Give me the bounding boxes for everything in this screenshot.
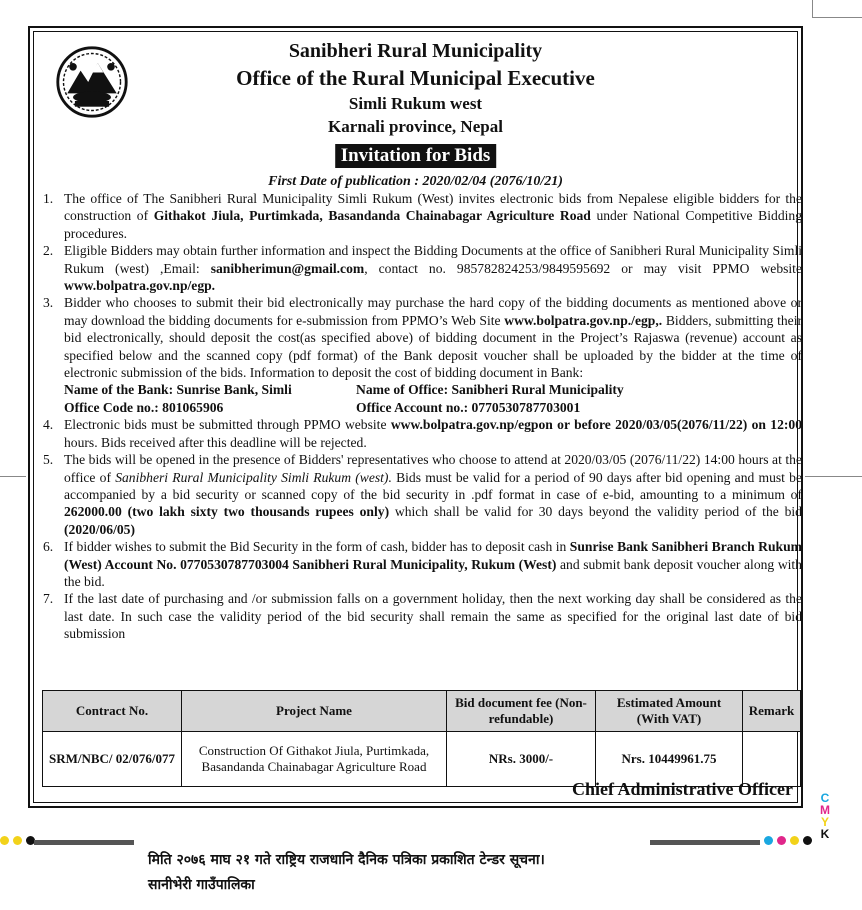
cell-project-name: Construction Of Githakot Jiula, Purtimkada, Basandanda Chainabagar Agriculture Road (182, 732, 447, 787)
item-bold-text: Githakot Jiula, Purtimkada, Basandanda Chainabagar Agriculture Road (153, 208, 591, 224)
validity-date: (2020/06/05) (64, 521, 135, 537)
cmyk-c: C (820, 791, 830, 805)
item-number: 1. (43, 191, 54, 206)
notice-inner-border (33, 31, 802, 803)
notice-item-7 (37, 590, 802, 642)
office-account: Office Account no.: 0770530787703001 (356, 399, 581, 415)
website-link: www.bolpatra.gov.np./egp,. (504, 312, 663, 328)
item-text: hours. Bids received after this deadline will be rejected. (64, 434, 367, 450)
footer-note-line1: मिति २०७६ माघ २१ गते राष्ट्रिय राजधानि दैनिक पत्रिका प्रकाशित टेन्डर सूचना। (148, 852, 545, 868)
item-text: Bidders, submitting their bid electronically, should deposit the cost(as specified above) of bidding document in the Project’s Rajaswa (revenue) account as specified below and the scanned copy (pdf format) of the Bank deposit voucher shall be uploaded by the bidder at the time of electronic submission of the bids. Information to deposit the cost of bidding document in Bank: (64, 312, 802, 381)
notice-item-3 (37, 294, 802, 416)
province-line: Karnali province, Nepal (328, 117, 503, 136)
item-text: which shall be valid for 30 days beyond the validity period of the bid (389, 504, 802, 520)
notice-item-6 (37, 538, 802, 590)
cmyk-k: K (820, 827, 830, 841)
cell-bid-fee: NRs. 3000/- (447, 732, 596, 787)
black-dot (803, 836, 812, 845)
color-dots-left (0, 836, 35, 845)
website-link: www.bolpatra.gov.np/egp. (64, 278, 216, 294)
header-contract-no: Contract No. (43, 691, 182, 732)
notice-item-1 (37, 190, 802, 242)
magenta-dot (777, 836, 786, 845)
header-estimated-amount: Estimated Amount (With VAT) (596, 691, 743, 732)
office-name: Office of the Rural Municipal Executive (236, 66, 595, 90)
item-text: and submit bank deposit voucher along with the bid. (64, 556, 802, 589)
bid-notice (28, 26, 803, 808)
bank-account-text: Sunrise Bank Sanibheri Branch Rukum (West) Account No. 0770530787703004 Sanibheri Rural Municipality, Rukum (West) (64, 539, 802, 572)
office-italic: Sanibheri Rural Municipality Simli Rukum (west). (115, 469, 392, 485)
crop-mark-left (0, 476, 26, 477)
notice-item-4 (37, 416, 802, 451)
footer-rule-left (34, 840, 134, 845)
item-text: If bidder wishes to submit the Bid Security in the form of cash, bidder has to deposit cash in (64, 539, 570, 555)
yellow-dot (13, 836, 22, 845)
publication-date: First Date of publication : 2020/02/04 (2076/10/21) (268, 174, 563, 189)
item-number: 6. (43, 539, 54, 555)
notice-item-2 (37, 242, 802, 294)
bid-table (42, 690, 801, 787)
crop-mark-top (812, 0, 813, 18)
cmyk-m: M (820, 803, 830, 817)
email-address: sanibherimun@gmail.com (210, 260, 365, 276)
notice-title-banner: Invitation for Bids (335, 144, 497, 168)
item-number: 3. (43, 295, 54, 311)
cmyk-y: Y (820, 815, 829, 829)
item-text: , contact no. 985782824253/9849595692 or may visit PPMO website (364, 260, 802, 276)
table-header-row (43, 691, 801, 732)
bank-info-row (64, 381, 802, 398)
item-text: Electronic bids must be submitted through PPMO website (64, 417, 391, 433)
deadline-text: www.bolpatra.gov.np/egpon or before 2020/03/05(2076/11/22) on 12:00 (390, 417, 802, 433)
crop-mark-right (805, 476, 862, 477)
item-number: 2. (43, 243, 54, 259)
cyan-dot (764, 836, 773, 845)
yellow-dot (0, 836, 9, 845)
item-text: Bids must be valid for a period of 90 days after bid opening and must be accompanied by a bid security or scanned copy of the bid security in .pdf format in case of e-bid, amounting to a minimum of (64, 469, 802, 502)
notice-items (37, 190, 802, 643)
item-text: under National Competitive Bidding procedures. (64, 208, 802, 241)
footer-note-line2: सानीभेरी गाउँपालिका (148, 877, 255, 893)
color-dots-right (764, 836, 812, 845)
office-code: Office Code no.: 801065906 (64, 399, 224, 415)
location-line: Simli Rukum west (348, 94, 483, 113)
item-number: 5. (43, 452, 54, 468)
item-number: 7. (43, 591, 54, 607)
yellow-dot (790, 836, 799, 845)
municipality-name: Sanibheri Rural Municipality (288, 40, 543, 62)
cmyk-marks (820, 792, 830, 840)
bank-name: Name of the Bank: Sunrise Bank, Simli (64, 382, 292, 398)
item-text: Bidder who chooses to submit their bid electronically may purchase the hard copy of the bidding documents as mentioned above or may download the bidding documents for e-submission from PPMO’s Web Site (64, 295, 802, 328)
item-number: 4. (43, 417, 54, 433)
item-text: The bids will be opened in the presence of Bidders' representatives who choose to attend at 2020/03/05 (2076/11/22) 14:00 hours at the office of (64, 452, 802, 485)
header-project-name: Project Name (182, 691, 447, 732)
footer-rule-right (650, 840, 760, 845)
item-text: Eligible Bidders may obtain further information and inspect the Bidding Documents at the office of Sanibheri Rural Municipality Simli Rukum (west) ,Email: (64, 243, 802, 276)
bank-info-row (64, 399, 802, 416)
cell-contract-no: SRM/NBC/ 02/076/077 (43, 732, 182, 787)
header-remark: Remark (743, 691, 801, 732)
item-text: If the last date of purchasing and /or submission falls on a government holiday, then the next working day shall be considered as the last date. In such case the validity period of the bid security shall remain the same as specified for the original last date of bid submission (64, 591, 802, 642)
item-text: The office of The Sanibheri Rural Municipality Simli Rukum (West) invites electronic bids from Nepalese eligible bidders for the construction of (64, 191, 802, 224)
cell-estimated-amount: Nrs. 10449961.75 (596, 732, 743, 787)
office-name-bank: Name of Office: Sanibheri Rural Municipality (356, 382, 624, 398)
signatory-title: Chief Administrative Officer (572, 779, 793, 799)
notice-item-5 (37, 451, 802, 538)
crop-mark-top-h (812, 17, 862, 18)
header-bid-fee: Bid document fee (Non- refundable) (447, 691, 596, 732)
bid-security-amount: 262000.00 (two lakh sixty two thousands rupees only) (64, 504, 390, 520)
